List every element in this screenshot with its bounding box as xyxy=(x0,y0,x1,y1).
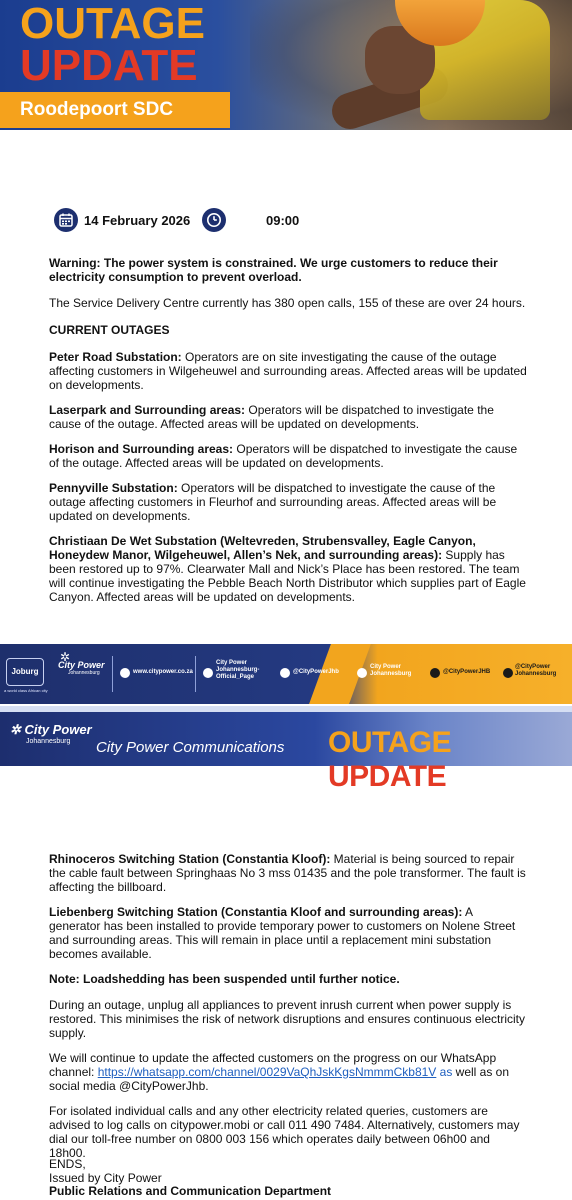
calendar-icon xyxy=(54,208,78,232)
city-power-star-icon: ✲ xyxy=(10,722,25,737)
warning-text: Warning: The power system is constrained. We urge customers to reduce their electricity consumption to prevent overload. xyxy=(49,256,498,284)
outage-item xyxy=(49,905,527,961)
outage-item-name: Rhinoceros Switching Station (Constantia Kloof): xyxy=(49,852,331,866)
date-time-row xyxy=(54,208,474,236)
facebook-link[interactable]: City Power Johannesburg- Official_Page xyxy=(216,660,260,680)
outage-item xyxy=(49,852,527,894)
outage-item xyxy=(49,534,527,604)
globe-icon xyxy=(120,668,130,678)
communications-title: City Power Communications xyxy=(96,739,285,756)
contact-paragraph: For isolated individual calls and any other electricity related queries, customers are advised to log calls on citypower.mobi or call 011 490 7484. Alternatively, customers may dial our toll-free number on 0800 003 156 which operates daily between 06h00 and 18h00. xyxy=(49,1104,520,1160)
footer-department-text: Public Relations and Communication Department xyxy=(49,1184,332,1198)
joburg-tagline: a world class African city xyxy=(4,688,48,693)
city-power-logo-large xyxy=(10,722,92,745)
outage-item xyxy=(49,442,527,470)
footer-ends: ENDS, xyxy=(49,1157,86,1171)
tiktok-icon xyxy=(503,668,513,678)
divider xyxy=(112,656,113,692)
linkedin-icon xyxy=(357,668,367,678)
summary-paragraph: The Service Delivery Centre currently has 380 open calls, 155 of these are over 24 hours. xyxy=(49,296,526,310)
section-heading-text: CURRENT OUTAGES xyxy=(49,323,170,337)
outage-item-text: A generator has been installed to provide temporary power to customers on Nolene Street and surrounding areas. This will remain in place until a replacement mini substation becomes available. xyxy=(49,905,516,961)
x-link[interactable]: @CityPowerJhb xyxy=(293,669,339,675)
city-power-star-icon: ✲ xyxy=(60,650,71,664)
note-paragraph xyxy=(49,972,527,986)
outage-item-name: Christiaan De Wet Substation (Weltevreden, Strubensvalley, Eagle Canyon, Honeydew Manor, Wilgeheuwel, Allen’s Nek, and surrounding areas): xyxy=(49,534,476,562)
outage-item-name: Pennyville Substation: xyxy=(49,481,178,495)
outage-date: 14 February 2026 xyxy=(84,213,191,228)
footer-department xyxy=(49,1184,527,1198)
sdc-name: Roodepoort SDC xyxy=(20,99,174,120)
outage-item-text: Operators are on site investigating the cause of the outage affecting customers in Wilgeheuwel and surrounding areas. Affected areas will be updated on developments. xyxy=(49,350,527,392)
wordmark-outage: OUTAGE xyxy=(328,726,452,759)
social-media-strip xyxy=(0,644,572,704)
whatsapp-text-after: well as on social media @CityPowerJhb. xyxy=(49,1065,510,1093)
divider xyxy=(195,656,196,692)
tiktok-link[interactable]: @CityPower Johannesburg xyxy=(515,664,557,677)
current-outages-heading xyxy=(49,323,527,337)
whatsapp-channel-link[interactable]: https://whatsapp.com/channel/0029VaQhJskKgsNmmmCkb81V xyxy=(97,1065,437,1079)
whatsapp-text-before: We will continue to update the affected customers on the progress on our WhatsApp channel: xyxy=(49,1051,497,1079)
outage-item-name: Peter Road Substation: xyxy=(49,350,182,364)
outage-item-text: Supply has been restored up to 97%. Clearwater Mall and Nick’s Place has been restored. The team will continue investigating the Pebble Beach North Distributor which supplies part of Eagle Canyon. Affected areas will be updated on developments. xyxy=(49,548,526,604)
outage-item-name: Laserpark and Surrounding areas: xyxy=(49,403,246,417)
outage-item-name: Horison and Surrounding areas: xyxy=(49,442,234,456)
outage-item-text: Operators will be dispatched to investigate the cause of the outage. Affected areas will be updated on developments. xyxy=(49,403,494,431)
sdc-label-box xyxy=(0,92,230,128)
banner-title-update: UPDATE xyxy=(20,41,198,90)
facebook-icon xyxy=(203,668,213,678)
banner-band xyxy=(0,706,572,712)
outage-item-text: Operators will be dispatched to investigate the cause of the outage. Affected areas will be updated on developments. xyxy=(49,442,518,470)
note-text: Note: Loadshedding has been suspended until further notice. xyxy=(49,972,400,986)
joburg-logo: Joburg xyxy=(6,658,44,686)
outage-item-name: Liebenberg Switching Station (Constantia Kloof and surrounding areas): xyxy=(49,905,463,919)
clock-icon xyxy=(202,208,226,232)
city-power-logo-sub: Johannesburg xyxy=(26,738,71,745)
outage-item xyxy=(49,403,527,431)
city-power-logo xyxy=(58,660,105,676)
outage-item xyxy=(49,350,527,392)
outage-update-banner xyxy=(0,0,572,130)
outage-item-text: Operators will be dispatched to investigate the cause of the outage affecting customers in Fleurhof and surrounding areas. Affected areas will be updated on developments. xyxy=(49,481,497,523)
website-link[interactable]: www.citypower.co.za xyxy=(133,669,193,675)
city-power-logo-text: City Power xyxy=(24,722,92,737)
youtube-icon xyxy=(430,668,440,678)
warning-paragraph xyxy=(49,256,527,284)
advice-paragraph: During an outage, unplug all appliances to prevent inrush current when power supply is restored. This minimises the risk of network disruptions and ensures continuous electricity supply. xyxy=(49,998,525,1040)
city-power-logo-sub: Johannesburg xyxy=(68,670,100,676)
outage-item-text: Material is being sourced to repair the cable fault between Springhaas No 3 mss 01435 and the pole transformer. The fault is affecting the billboard. xyxy=(49,852,526,894)
x-icon xyxy=(280,668,290,678)
banner-title-outage: OUTAGE xyxy=(20,0,205,48)
linkedin-link[interactable]: City Power Johannesburg xyxy=(370,664,412,677)
outage-update-wordmark xyxy=(328,726,572,794)
city-power-logo-text: City Power xyxy=(58,660,105,670)
communications-banner xyxy=(0,706,572,793)
youtube-link[interactable]: @CityPowerJHB xyxy=(443,669,491,675)
footer-issued: Issued by City Power xyxy=(49,1171,162,1185)
outage-time: 09:00 xyxy=(266,213,300,228)
whatsapp-text-as: as xyxy=(436,1065,453,1079)
whatsapp-paragraph xyxy=(49,1051,527,1093)
outage-item xyxy=(49,481,527,523)
wordmark-update: UPDATE xyxy=(328,760,447,793)
